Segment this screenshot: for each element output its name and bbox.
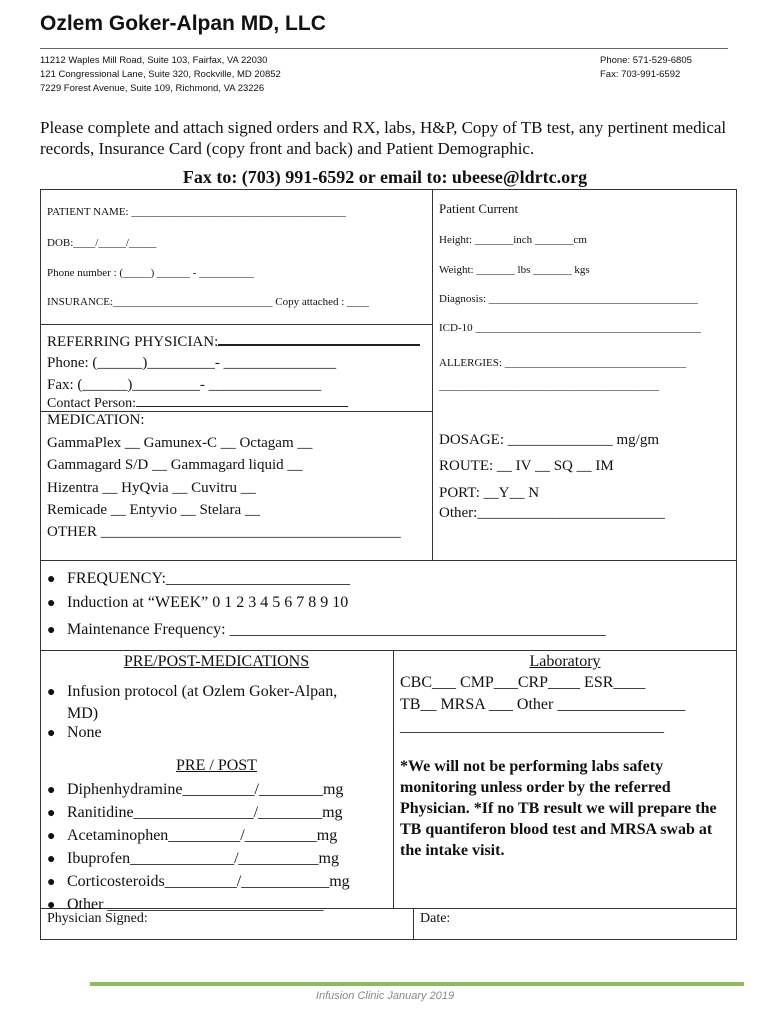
clinic-title: Ozlem Goker-Alpan MD, LLC: [40, 12, 326, 35]
induction-text: Induction at “WEEK” 0 1 2 3 4 5 6 7 8 9 10: [67, 594, 349, 611]
section-divider: [40, 324, 433, 325]
contact-person-line: [136, 394, 348, 407]
bullet-icon: ●: [47, 783, 56, 798]
pre-post-title: PRE / POST: [176, 757, 257, 774]
bullet-icon: ●: [47, 623, 56, 638]
lab-tests-row[interactable]: TB__ MRSA ___ Other ________________: [400, 696, 686, 713]
medication-row[interactable]: GammaPlex __ Gamunex-C __ Octagam __: [47, 435, 313, 451]
section-divider: [40, 560, 737, 561]
column-divider: [393, 650, 394, 908]
route-field[interactable]: ROUTE: __ IV __ SQ __ IM: [439, 458, 614, 474]
icd10-field[interactable]: ICD-10 _________________________________________: [439, 322, 701, 334]
clinic-phone: Phone: 571-529-6805: [600, 55, 692, 66]
drug-row[interactable]: ● Ibuprofen_____________/__________mg: [47, 848, 350, 871]
bullet-icon: ●: [47, 852, 56, 867]
infusion-protocol-text: Infusion protocol (at Ozlem Goker-Alpan,: [67, 683, 338, 700]
footer-text: Infusion Clinic January 2019: [315, 990, 455, 1002]
fax-email-line: Fax to: (703) 991-6592 or email to: ubeese@ldrtc.org: [182, 167, 588, 187]
address-line: 121 Congressional Lane, Suite 320, Rockville, MD 20852: [40, 69, 281, 80]
medication-row[interactable]: Gammagard S/D __ Gammagard liquid __: [47, 457, 303, 473]
section-divider: [40, 650, 737, 651]
maintenance-frequency-field[interactable]: [47, 621, 606, 639]
lab-note: *We will not be performing labs safety monitoring unless order by the referred Physician. *If no TB result we will prepare the TB quantiferon blood test and MRSA swab at the intake visit.: [400, 758, 717, 859]
pre-post-drug-list: [47, 779, 350, 917]
bullet-icon: ●: [47, 685, 56, 700]
contact-person-label: Contact Person:: [47, 396, 137, 411]
address-line: 7229 Forest Avenue, Suite 109, Richmond, VA 23226: [40, 83, 265, 94]
allergies-extra-line[interactable]: ________________________________________: [439, 380, 659, 392]
referring-physician-line: [218, 332, 420, 346]
insurance-field[interactable]: INSURANCE:_____________________________ Copy attached : ____: [47, 296, 370, 308]
bullet-icon: ●: [47, 829, 56, 844]
bullet-icon: ●: [47, 726, 56, 741]
drug-row[interactable]: ● Acetaminophen_________/_________mg: [47, 825, 350, 848]
infusion-protocol-option[interactable]: [47, 681, 337, 724]
clinic-fax: Fax: 703-991-6592: [600, 69, 681, 80]
column-divider: [432, 189, 433, 561]
header-divider: [40, 48, 728, 49]
bullet-icon: ●: [47, 806, 56, 821]
premeds-title: PRE/POST-MEDICATIONS: [123, 653, 310, 670]
frequency-field[interactable]: [47, 570, 350, 588]
medication-row[interactable]: Remicade __ Entyvio __ Stelara __: [47, 502, 260, 518]
dosage-field[interactable]: DOSAGE: ______________ mg/gm: [439, 432, 660, 448]
medication-label: MEDICATION:: [47, 412, 145, 428]
phone-number-field[interactable]: Phone number : (_____) ______ - __________: [47, 267, 255, 279]
none-text: None: [67, 724, 102, 741]
lab-tests-row[interactable]: CBC___ CMP___CRP____ ESR____: [400, 674, 646, 691]
contact-person-field[interactable]: [47, 394, 348, 412]
allergies-field[interactable]: ALLERGIES: _________________________________: [439, 357, 687, 369]
referring-physician-label: REFERRING PHYSICIAN:: [47, 334, 219, 350]
physician-signed-field[interactable]: Physician Signed:: [47, 911, 148, 926]
medication-row[interactable]: Hizentra __ HyQvia __ Cuvitru __: [47, 480, 256, 496]
referring-fax-field[interactable]: Fax: (______)_________- _______________: [47, 377, 322, 393]
referring-physician-field[interactable]: [47, 332, 420, 351]
column-divider: [413, 908, 414, 940]
weight-field[interactable]: Weight: _______ lbs _______ kgs: [439, 264, 590, 276]
dosage-other-field[interactable]: Other:_________________________: [439, 505, 665, 521]
none-option[interactable]: [47, 724, 102, 742]
drug-row[interactable]: ● Diphenhydramine_________/________mg: [47, 779, 350, 802]
instructions-text: Please complete and attach signed orders and RX, labs, H&P, Copy of TB test, any pertinent medical records, Insurance Card (copy front and back) and Patient Demographic.: [40, 118, 727, 158]
drug-row[interactable]: ● Corticosteroids_________/___________mg: [47, 871, 350, 894]
footer-divider: [90, 982, 744, 986]
bullet-icon: ●: [47, 596, 56, 611]
drug-row[interactable]: ● Other ___________________________: [47, 894, 350, 917]
address-block: [40, 54, 281, 96]
contact-block: [600, 54, 733, 82]
drug-row[interactable]: ● Ranitidine_______________/________mg: [47, 802, 350, 825]
induction-week-field[interactable]: [47, 594, 348, 612]
patient-name-field[interactable]: PATIENT NAME: _______________________________________: [47, 206, 346, 218]
infusion-protocol-text-cont: MD): [67, 705, 99, 722]
port-field[interactable]: PORT: __Y__ N: [439, 485, 540, 501]
diagnosis-field[interactable]: Diagnosis: ______________________________________: [439, 293, 698, 305]
medication-other-field[interactable]: OTHER ________________________________________: [47, 524, 401, 540]
referring-phone-field[interactable]: Phone: (______)_________- _______________: [47, 355, 337, 371]
bullet-icon: ●: [47, 898, 56, 913]
address-line: 11212 Waples Mill Road, Suite 103, Fairfax, VA 22030: [40, 55, 268, 66]
date-field[interactable]: Date:: [420, 911, 451, 926]
laboratory-title: Laboratory: [529, 653, 601, 670]
lab-extra-line[interactable]: _________________________________: [400, 718, 664, 735]
patient-current-label: Patient Current: [439, 201, 519, 216]
maintenance-text: Maintenance Frequency: _______________________________________________: [67, 621, 606, 638]
dob-field[interactable]: DOB:____/_____/_____: [47, 237, 157, 249]
frequency-text: FREQUENCY:_______________________: [67, 570, 350, 587]
bullet-icon: ●: [47, 875, 56, 890]
height-field[interactable]: Height: _______inch _______cm: [439, 234, 587, 246]
bullet-icon: ●: [47, 572, 56, 587]
